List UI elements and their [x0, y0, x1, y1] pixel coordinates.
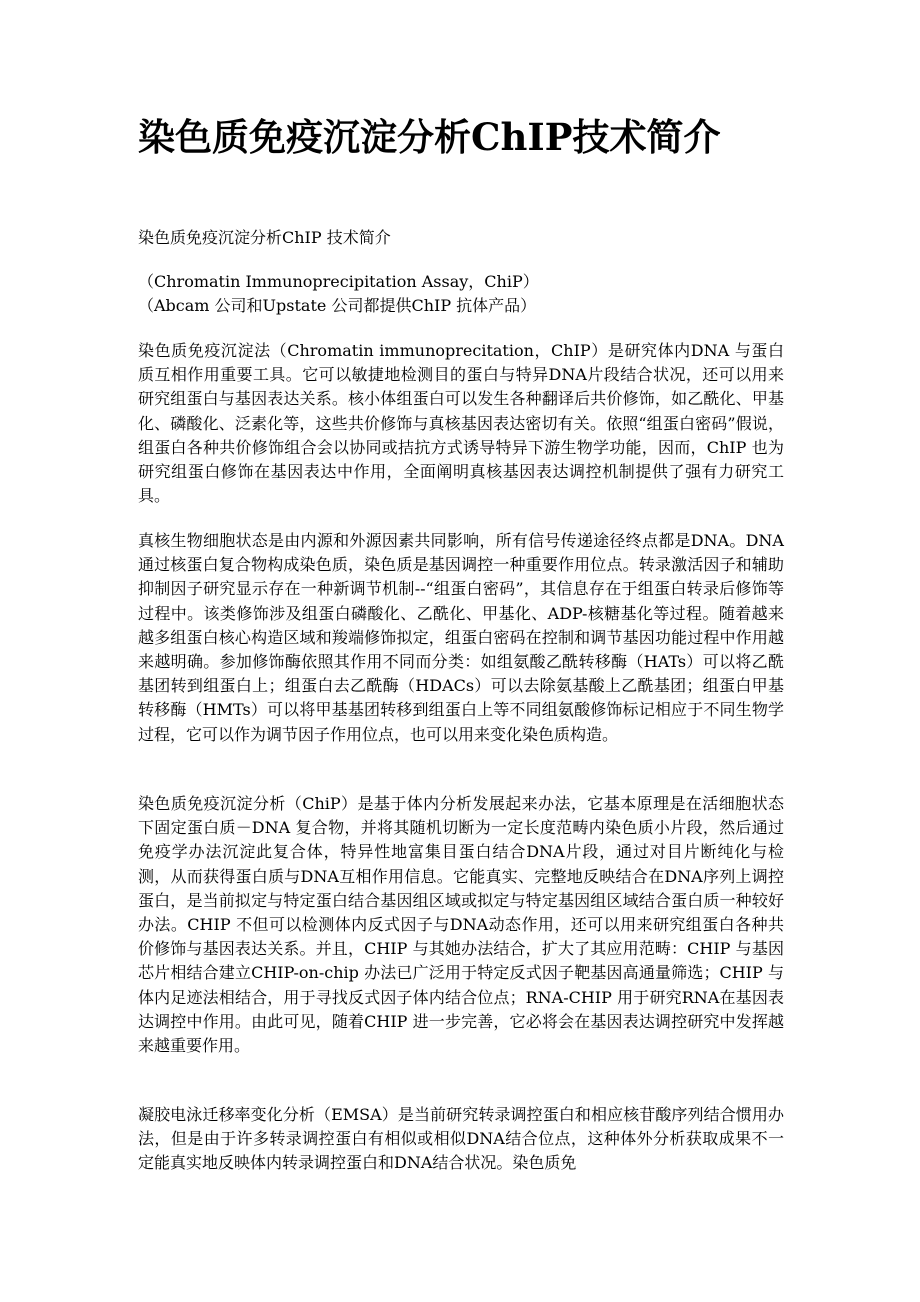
document-subtitle: 染色质免疫沉淀分析ChIP 技术简介: [138, 228, 391, 247]
document-title: 染色质免疫沉淀分析ChIP技术简介: [138, 115, 721, 159]
paragraph-chip-intro: 染色质免疫沉淀法（Chromatin immunoprecitation，ChIP）是研究体内DNA 与蛋白质互相作用重要工具。它可以敏捷地检测目的蛋白与特异DNA片段结合状况，还可以用来研究组蛋白与基因表达关系。核小体组蛋白可以发生各种翻译后共价修饰，如乙酰化、甲基化、磷酸化、泛素化等，这些共价修饰与真核基因表达密切有关。依照“组蛋白密码”假说，组蛋白各种共价修饰组合会以协同或拮抗方式诱导特异下游生物学功能，因而，ChIP 也为研究组蛋白修饰在基因表达中作用，全面阐明真核基因表达调控机制提供了强有力研究工具。: [138, 341, 784, 506]
english-name-line: （Chromatin Immunoprecipitation Assay，ChiP）: [138, 272, 539, 291]
paragraph-chip-principle: 染色质免疫沉淀分析（ChiP）是基于体内分析发展起来办法，它基本原理是在活细胞状态下固定蛋白质－DNA 复合物，并将其随机切断为一定长度范畴内染色质小片段，然后通过免疫学办法沉淀此复合体，特异性地富集目蛋白结合DNA片段，通过对目片断纯化与检测，从而获得蛋白质与DNA互相作用信息。它能真实、完整地反映结合在DNA序列上调控蛋白，是当前拟定与特定蛋白结合基因组区域或拟定与特定基因组区域结合蛋白质一种较好办法。CHIP 不但可以检测体内反式因子与DNA动态作用，还可以用来研究组蛋白各种共价修饰与基因表达关系。并且，CHIP 与其她办法结合，扩大了其应用范畴：CHIP 与基因芯片相结合建立CHIP-on-chip 办法已广泛用于特定反式因子靶基因高通量筛选；CHIP 与体内足迹法相结合，用于寻找反式因子体内结合位点；RNA-CHIP 用于研究RNA在基因表达调控中作用。由此可见，随着CHIP 进一步完善，它必将会在基因表达调控研究中发挥越来越重要作用。: [138, 794, 784, 1056]
paragraph-histone-code: 真核生物细胞状态是由内源和外源因素共同影响，所有信号传递途径终点都是DNA。DNA 通过核蛋白复合物构成染色质，染色质是基因调控一种重要作用位点。转录激活因子和辅助抑制因子研究显示存在一种新调节机制--“组蛋白密码”，其信息存在于组蛋白转录后修饰等过程中。该类修饰涉及组蛋白磷酸化、乙酰化、甲基化、ADP-核糖基化等过程。随着越来越多组蛋白核心构造区域和羧端修饰拟定，组蛋白密码在控制和调节基因功能过程中作用越来越明确。参加修饰酶依照其作用不同而分类：如组氨酸乙酰转移酶（HATs）可以将乙酰基团转到组蛋白上；组蛋白去乙酰酶（HDACs）可以去除氨基酸上乙酰基团；组蛋白甲基转移酶（HMTs）可以将甲基基团转移到组蛋白上等不同组氨酸修饰标记相应于不同生物学过程，它可以作为调节因子作用位点，也可以用来变化染色质构造。: [138, 531, 784, 744]
antibody-note-line: （Abcam 公司和Upstate 公司都提供ChIP 抗体产品）: [138, 296, 537, 315]
paragraph-emsa: 凝胶电泳迁移率变化分析（EMSA）是当前研究转录调控蛋白和相应核苷酸序列结合惯用办法，但是由于许多转录调控蛋白有相似或相似DNA结合位点，这种体外分析获取成果不一定能真实地反映体内转录调控蛋白和DNA结合状况。染色质免: [138, 1105, 784, 1173]
